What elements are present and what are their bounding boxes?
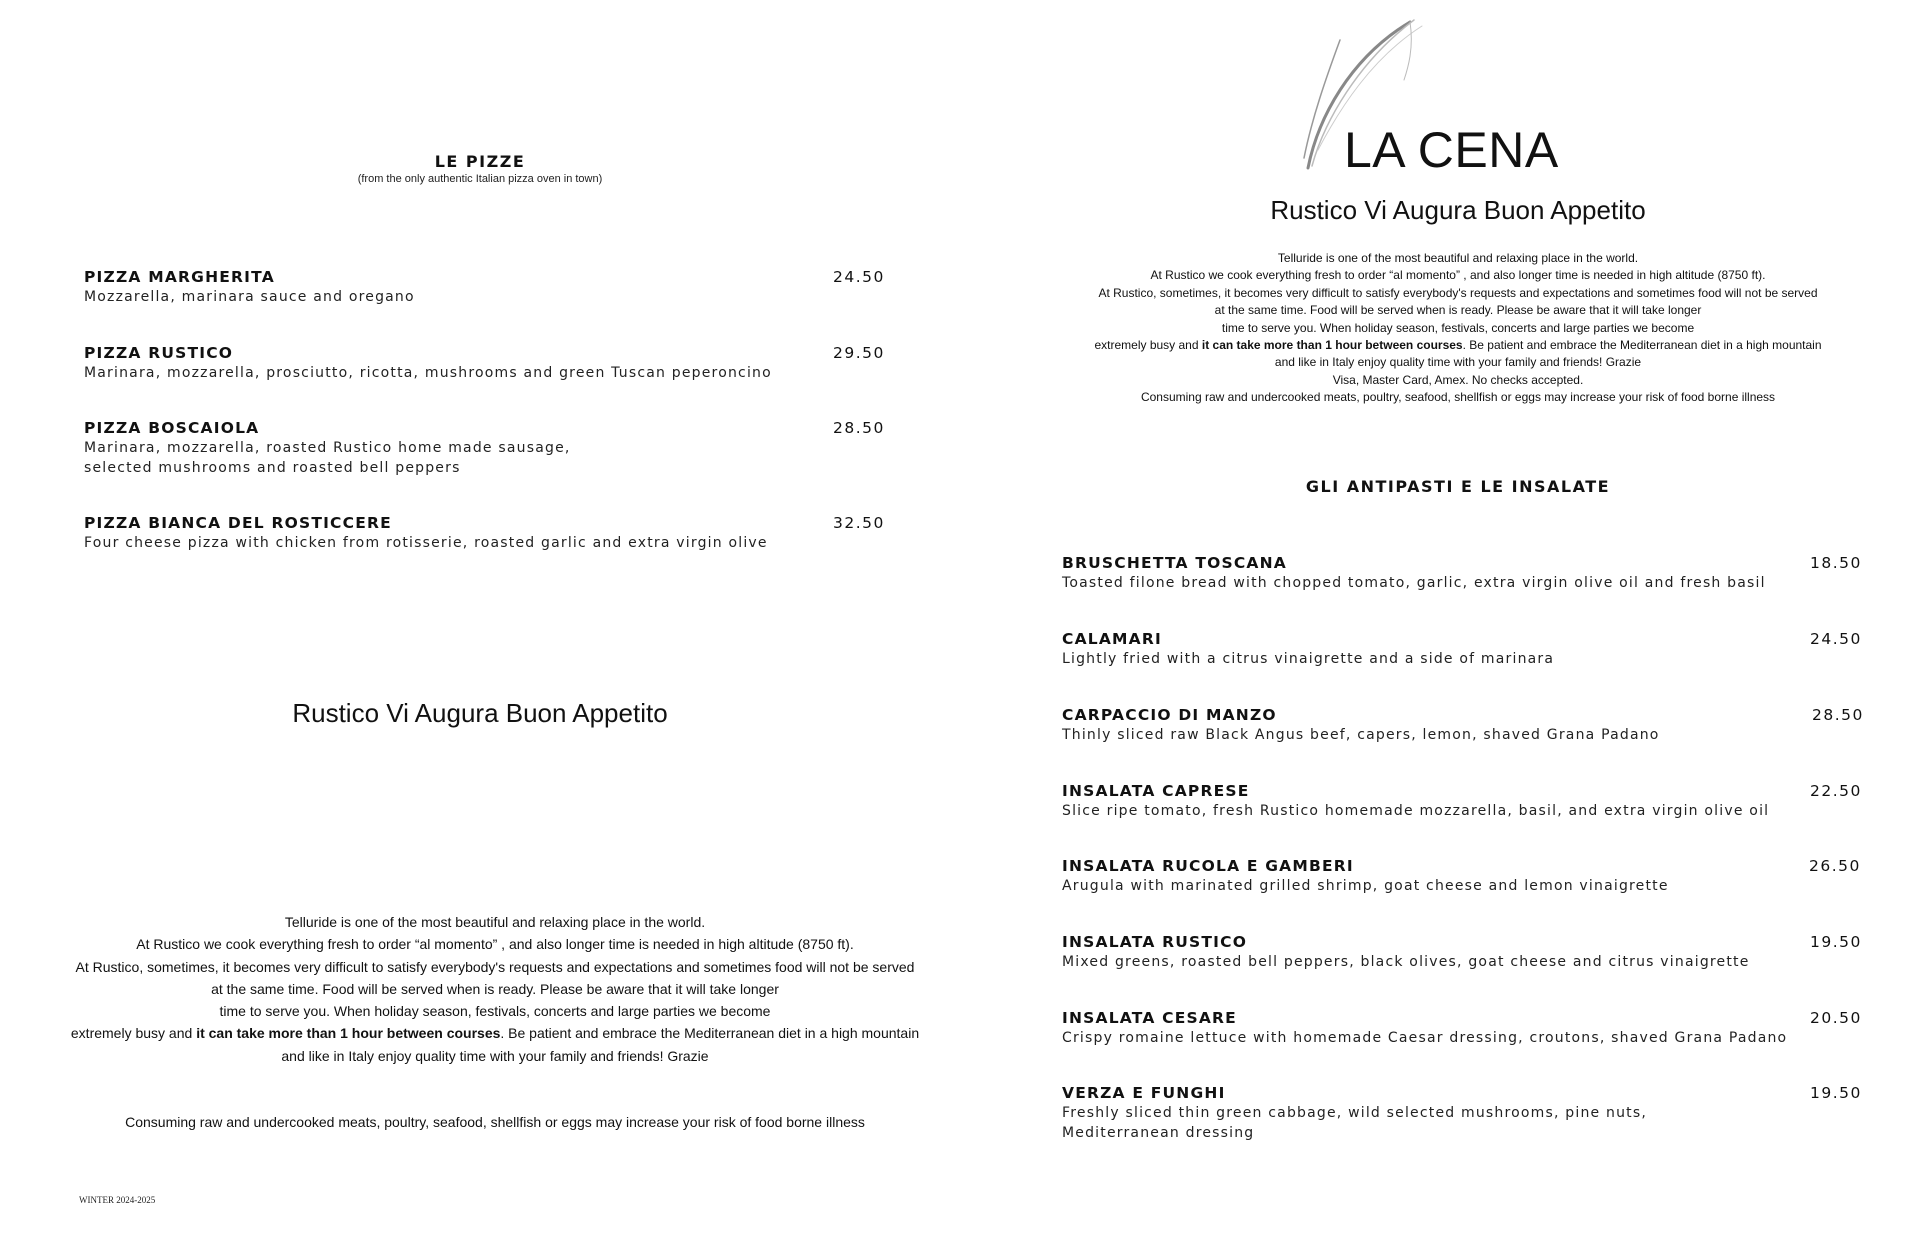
about-text-span: extremely busy and xyxy=(70,1025,197,1042)
food-safety-notice: Consuming raw and undercooked meats, poultry, seafood, shellfish or eggs may increase your risk of food borne illness xyxy=(125,1114,865,1130)
item-price: 24.50 xyxy=(1810,630,1862,648)
about-line xyxy=(0,1022,990,1044)
item-name: VERZA E FUNGHI xyxy=(1062,1084,1226,1102)
item-desc: Mediterranean dressing xyxy=(1062,1125,1255,1141)
item-price: 32.50 xyxy=(833,514,885,532)
item-desc: Freshly sliced thin green cabbage, wild selected mushrooms, pine nuts, xyxy=(1062,1105,1647,1121)
item-desc: Marinara, mozzarella, roasted Rustico home made sausage, xyxy=(84,440,571,456)
item-name: PIZZA MARGHERITA xyxy=(84,268,275,286)
item-desc: Slice ripe tomato, fresh Rustico homemade mozzarella, basil, and extra virgin olive oil xyxy=(1062,803,1770,819)
about-line: Telluride is one of the most beautiful and relaxing place in the world. xyxy=(1277,251,1639,265)
item-name: BRUSCHETTA TOSCANA xyxy=(1062,554,1287,572)
item-name: INSALATA CESARE xyxy=(1062,1009,1237,1027)
menu-item-pizza-boscaiola xyxy=(84,418,571,478)
item-desc: Crispy romaine lettuce with homemade Caesar dressing, croutons, shaved Grana Padano xyxy=(1062,1030,1788,1046)
right-page xyxy=(960,0,1920,1243)
about-line: At Rustico we cook everything fresh to order “al momento” , and also longer time is needed in high altitude (8750 ft). xyxy=(136,936,854,953)
about-text-span: extremely busy and xyxy=(1094,338,1202,353)
brand-title: LA CENA xyxy=(1344,122,1559,178)
item-name: INSALATA CAPRESE xyxy=(1062,782,1250,800)
item-name: PIZZA RUSTICO xyxy=(84,344,234,362)
menu-item-pizza-margherita xyxy=(84,267,415,307)
menu-item-insalata-rucola-e-gamberi xyxy=(1062,856,1669,896)
about-text xyxy=(1063,250,1853,407)
item-desc: Four cheese pizza with chicken from rotisserie, roasted garlic and extra virgin olive xyxy=(84,535,768,551)
item-name: PIZZA BIANCA DEL ROSTICCERE xyxy=(84,514,392,532)
menu-item-insalata-rustico xyxy=(1062,932,1750,972)
menu-item-calamari xyxy=(1062,629,1554,669)
menu-item-pizza-bianca xyxy=(84,513,768,553)
item-price: 19.50 xyxy=(1810,1084,1862,1102)
menu-item-carpaccio-di-manzo xyxy=(1062,705,1660,745)
item-desc: Thinly sliced raw Black Angus beef, capers, lemon, shaved Grana Padano xyxy=(1062,727,1660,743)
about-text xyxy=(0,911,990,1067)
about-text-span: . Be patient and embrace the Mediterranean diet in a high mountain xyxy=(1462,338,1822,353)
item-desc: Marinara, mozzarella, prosciutto, ricotta, mushrooms and green Tuscan peperoncino xyxy=(84,365,772,381)
about-line: At Rustico, sometimes, it becomes very difficult to satisfy everybody's requests and expectations and sometimes food will not be served xyxy=(75,958,915,975)
item-price: 29.50 xyxy=(833,344,885,362)
item-price: 26.50 xyxy=(1809,857,1861,875)
menu-item-pizza-rustico xyxy=(84,343,772,383)
payment-methods: Visa, Master Card, Amex. No checks accepted. xyxy=(1332,372,1584,387)
menu-item-insalata-caprese xyxy=(1062,781,1769,821)
about-line: time to serve you. When holiday season, festivals, concerts and large parties we become xyxy=(219,1003,771,1020)
item-desc: selected mushrooms and roasted bell peppers xyxy=(84,460,461,476)
greeting-heading: Rustico Vi Augura Buon Appetito xyxy=(1270,195,1646,225)
item-price: 28.50 xyxy=(1812,706,1864,724)
item-desc: Mixed greens, roasted bell peppers, black olives, goat cheese and citrus vinaigrette xyxy=(1062,954,1750,970)
pizza-section-subtitle: (from the only authentic Italian pizza oven in town) xyxy=(357,173,603,185)
about-line: at the same time. Food will be served when is ready. Please be aware that it will take longer xyxy=(211,980,779,997)
item-desc: Toasted filone bread with chopped tomato, garlic, extra virgin olive oil and fresh basil xyxy=(1062,575,1766,591)
item-price: 18.50 xyxy=(1810,554,1862,572)
food-safety-notice: Consuming raw and undercooked meats, poultry, seafood, shellfish or eggs may increase your risk of food borne illness xyxy=(1140,390,1776,405)
about-line: and like in Italy enjoy quality time with your family and friends! Grazie xyxy=(281,1047,709,1064)
item-name: PIZZA BOSCAIOLA xyxy=(84,419,260,437)
item-desc: Mozzarella, marinara sauce and oregano xyxy=(84,289,415,305)
about-line xyxy=(1063,337,1853,354)
season-label: WINTER 2024-2025 xyxy=(79,1195,156,1205)
pizza-section-title: LE PIZZE xyxy=(434,152,526,171)
about-line: Telluride is one of the most beautiful and relaxing place in the world. xyxy=(284,914,706,930)
item-price: 20.50 xyxy=(1810,1009,1862,1027)
item-name: CALAMARI xyxy=(1062,630,1162,648)
item-name: CARPACCIO DI MANZO xyxy=(1062,706,1277,724)
item-price: 19.50 xyxy=(1810,933,1862,951)
about-bold-span: it can take more than 1 hour between courses xyxy=(196,1025,501,1042)
antipasti-section-title: GLI ANTIPASTI E LE INSALATE xyxy=(1305,477,1611,496)
item-price: 28.50 xyxy=(833,419,885,437)
greeting-heading: Rustico Vi Augura Buon Appetito xyxy=(292,698,668,728)
menu-item-insalata-cesare xyxy=(1062,1008,1787,1048)
about-line: at the same time. Food will be served when is ready. Please be aware that it will take longer xyxy=(1214,303,1702,318)
about-line: At Rustico, sometimes, it becomes very difficult to satisfy everybody's requests and expectations and sometimes food will not be served xyxy=(1098,285,1818,300)
about-text-span: . Be patient and embrace the Mediterranean diet in a high mountain xyxy=(500,1025,920,1042)
menu-item-verza-e-funghi xyxy=(1062,1083,1647,1143)
item-desc: Arugula with marinated grilled shrimp, goat cheese and lemon vinaigrette xyxy=(1062,878,1669,894)
item-name: INSALATA RUSTICO xyxy=(1062,933,1248,951)
about-bold-span: it can take more than 1 hour between courses xyxy=(1201,338,1463,353)
item-price: 22.50 xyxy=(1810,782,1862,800)
item-desc: Lightly fried with a citrus vinaigrette and a side of marinara xyxy=(1062,651,1555,667)
about-line: time to serve you. When holiday season, festivals, concerts and large parties we become xyxy=(1221,320,1695,335)
about-line: and like in Italy enjoy quality time with your family and friends! Grazie xyxy=(1274,355,1642,370)
menu-item-bruschetta-toscana xyxy=(1062,553,1766,593)
item-price: 24.50 xyxy=(833,268,885,286)
item-name: INSALATA RUCOLA E GAMBERI xyxy=(1062,857,1354,875)
about-line: At Rustico we cook everything fresh to order “al momento” , and also longer time is needed in high altitude (8750 ft). xyxy=(1150,268,1766,283)
